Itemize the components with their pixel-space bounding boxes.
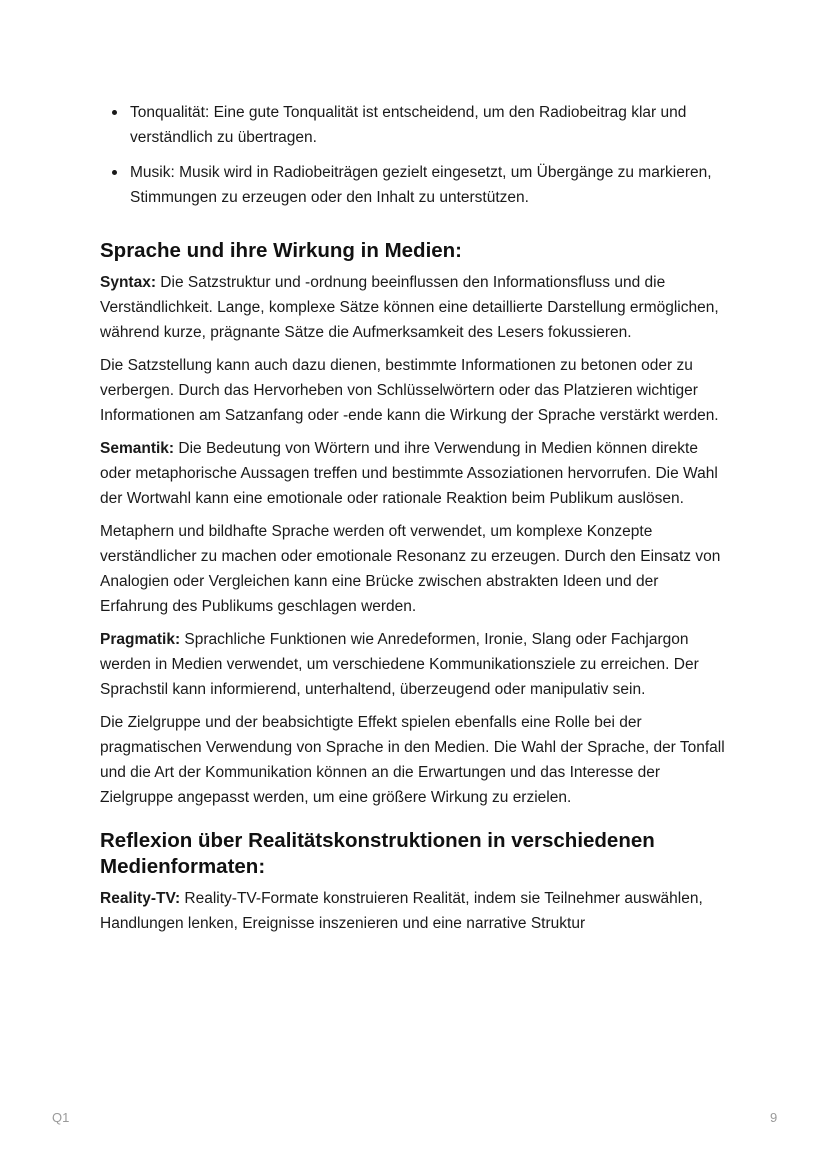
paragraph-text: Reality-TV-Formate konstruieren Realität, indem sie Teilnehmer auswählen, Handlungen lenken, Ereignisse inszenieren und eine narrative Struktur xyxy=(100,890,703,932)
bullet-list xyxy=(100,100,730,210)
section-heading-sprache: Sprache und ihre Wirkung in Medien: xyxy=(100,239,463,262)
paragraph-syntax-2: Die Satzstellung kann auch dazu dienen, bestimmte Informationen zu betonen oder zu verbergen. Durch das Hervorheben von Schlüsselwörtern oder das Platzieren wichtiger Informationen am Satzanfang oder -ende kann die Wirkung der Sprache verstärkt werden. xyxy=(100,357,719,424)
paragraph-reality-tv xyxy=(100,886,730,936)
list-item xyxy=(100,160,730,210)
paragraph-text: Sprachliche Funktionen wie Anredeformen, Ironie, Slang oder Fachjargon werden in Medien verwendet, um verschiedene Kommunikationsziele zu erreichen. Der Sprachstil kann informierend, unterhaltend, überzeugend oder manipulativ sein. xyxy=(100,631,699,698)
term-label: Reality-TV: xyxy=(100,890,181,907)
paragraph-pragmatik-2: Die Zielgruppe und der beabsichtigte Effekt spielen ebenfalls eine Rolle bei der pragmatischen Verwendung von Sprache in den Medien. Die Wahl der Sprache, der Tonfall und die Art der Kommunikation können an die Erwartungen und das Interesse der Zielgruppe angepasst werden, um eine größere Wirkung zu erzielen. xyxy=(100,714,725,806)
section-heading-reflexion: Reflexion über Realitätskonstruktionen in verschiedenen Medienformaten: xyxy=(100,829,655,878)
list-item xyxy=(100,100,730,150)
footer-page-number: 9 xyxy=(770,1110,778,1125)
bullet-icon xyxy=(112,110,117,115)
paragraph-pragmatik xyxy=(100,627,730,702)
paragraph-text: Die Satzstruktur und -ordnung beeinflussen den Informationsfluss und die Verständlichkeit. Lange, komplexe Sätze können eine detaillierte Darstellung ermöglichen, während kurze, prägnante Sätze die Aufmerksamkeit des Lesers fokussieren. xyxy=(100,274,719,341)
paragraph-semantik xyxy=(100,436,730,511)
list-item-text: Tonqualität: Eine gute Tonqualität ist entscheidend, um den Radiobeitrag klar und verständlich zu übertragen. xyxy=(130,104,687,146)
footer-course-label: Q1 xyxy=(52,1110,70,1125)
term-label: Syntax: xyxy=(100,274,156,291)
bullet-icon xyxy=(112,170,117,175)
list-item-text: Musik: Musik wird in Radiobeiträgen gezielt eingesetzt, um Übergänge zu markieren, Stimmungen zu erzeugen oder den Inhalt zu unterstützen. xyxy=(130,164,712,206)
page-content xyxy=(100,100,730,944)
term-label: Pragmatik: xyxy=(100,631,181,648)
term-label: Semantik: xyxy=(100,440,175,457)
paragraph-syntax xyxy=(100,270,730,345)
paragraph-semantik-2: Metaphern und bildhafte Sprache werden oft verwendet, um komplexe Konzepte verständlicher zu machen oder emotionale Resonanz zu erzeugen. Durch den Einsatz von Analogien oder Vergleichen kann eine Brücke zwischen abstrakten Ideen und der Erfahrung des Publikums geschlagen werden. xyxy=(100,523,721,615)
paragraph-text: Die Bedeutung von Wörtern und ihre Verwendung in Medien können direkte oder metaphorische Aussagen treffen und bestimmte Assoziationen hervorrufen. Die Wahl der Wortwahl kann eine emotionale oder rationale Reaktion beim Publikum auslösen. xyxy=(100,440,718,507)
